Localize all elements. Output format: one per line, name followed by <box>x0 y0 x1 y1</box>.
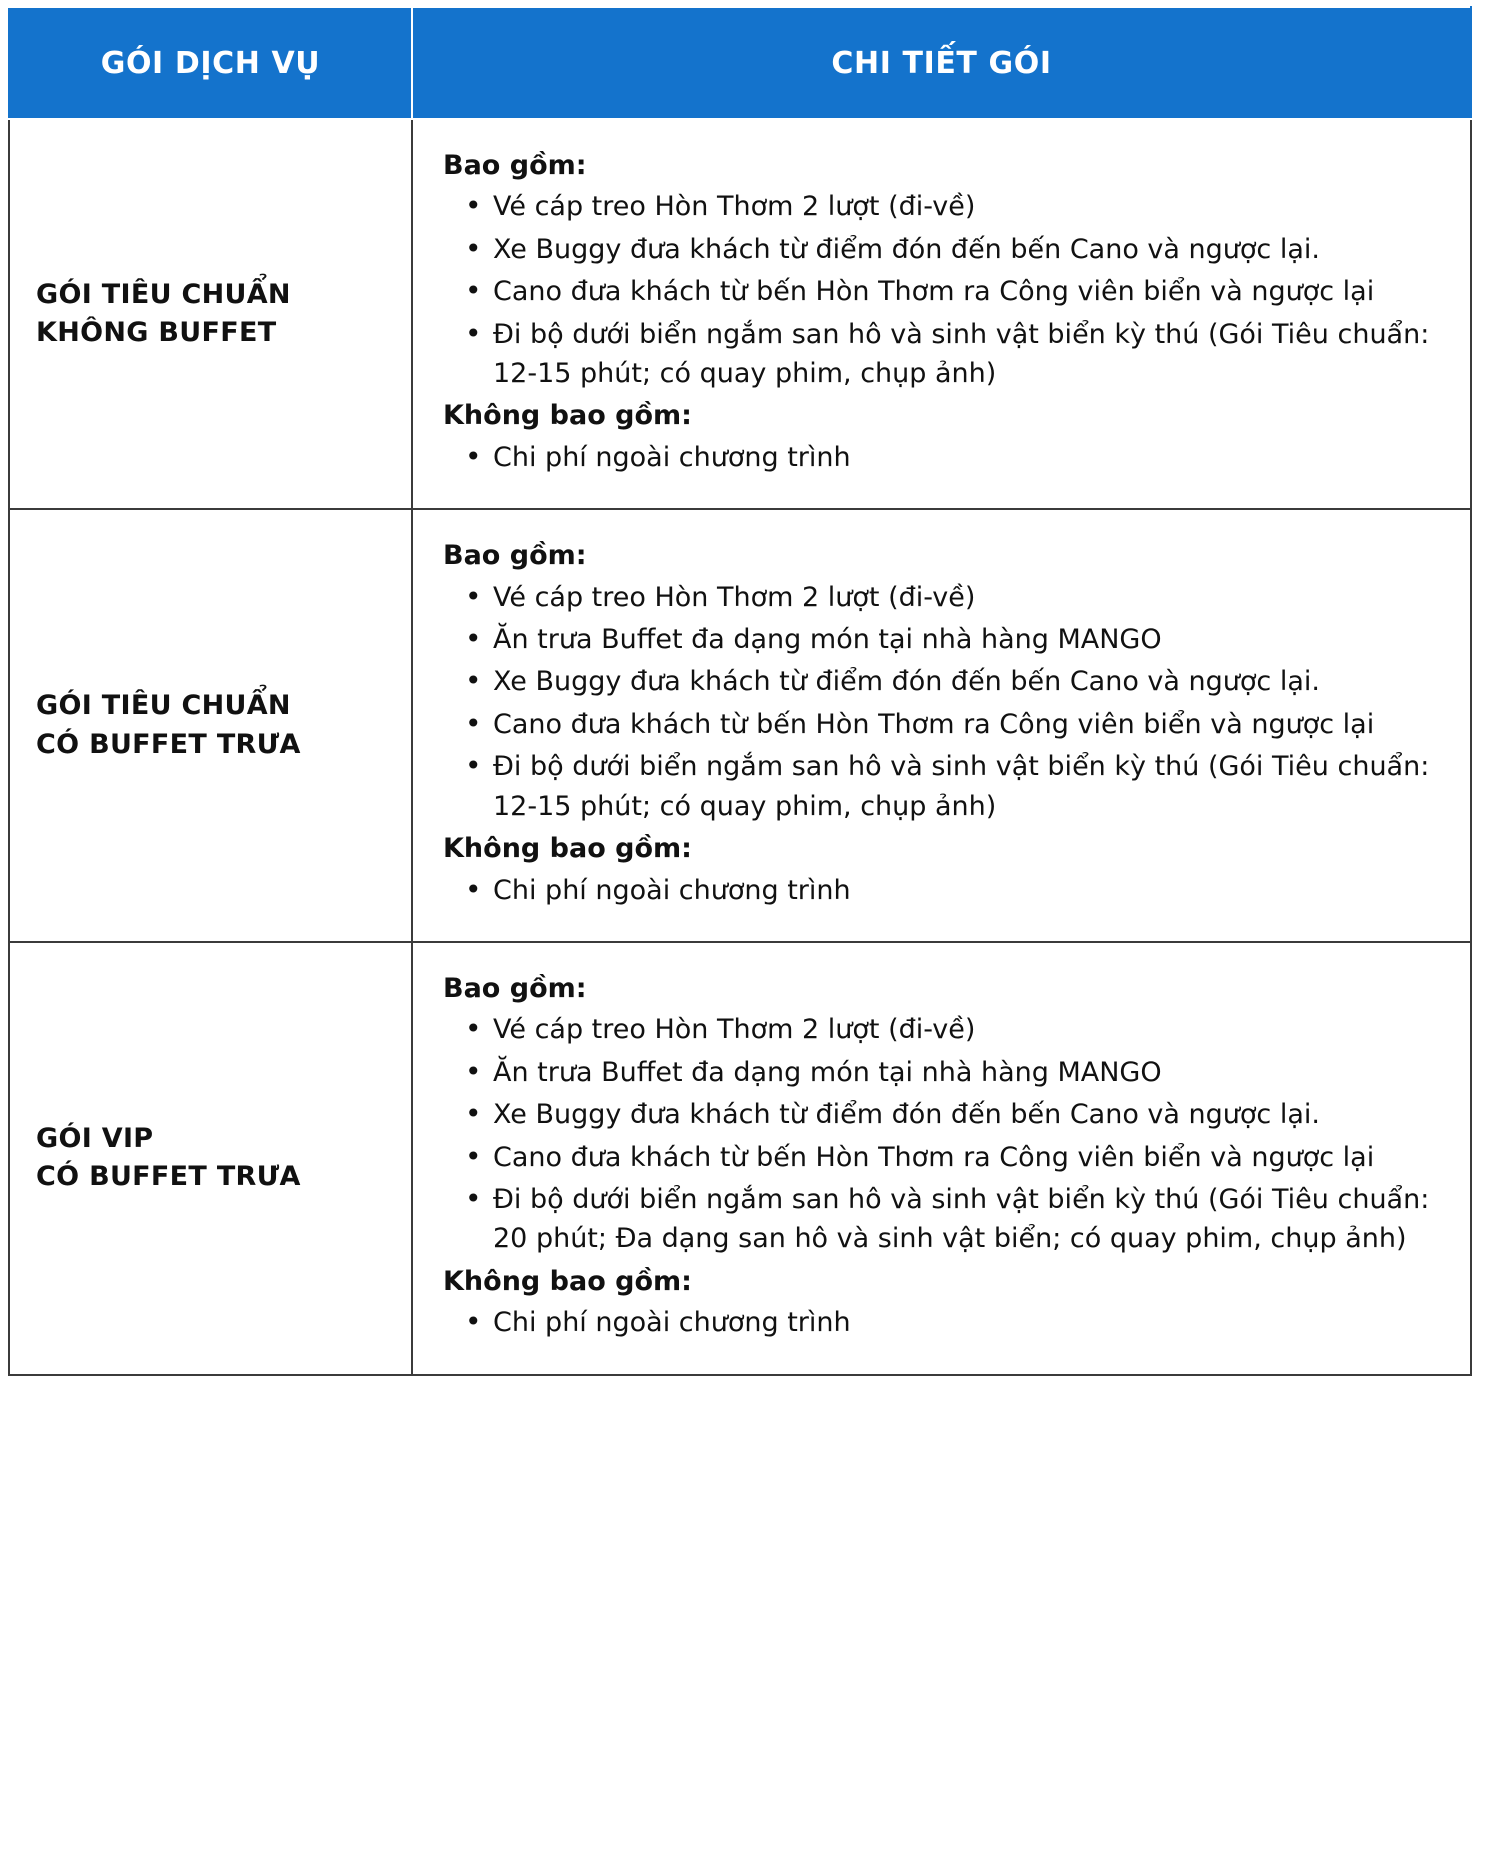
package-name-cell <box>9 119 412 509</box>
package-name-line2: CÓ BUFFET TRƯA <box>36 728 301 760</box>
list-item: • Vé cáp treo Hòn Thơm 2 lượt (đi-về) <box>491 187 1436 226</box>
package-name-line2: KHÔNG BUFFET <box>36 317 277 349</box>
list-item: • Ăn trưa Buffet đa dạng món tại nhà hàng MANGO <box>491 1053 1436 1092</box>
package-name-line1: GÓI VIP <box>36 1122 154 1154</box>
table-body <box>9 119 1471 1375</box>
list-item: • Xe Buggy đưa khách từ điểm đón đến bến Cano và ngược lại. <box>491 230 1436 269</box>
excluded-title: Không bao gồm: <box>443 400 692 432</box>
list-item: • Chi phí ngoài chương trình <box>491 438 1436 477</box>
excluded-list <box>443 438 1436 477</box>
list-item: • Vé cáp treo Hòn Thơm 2 lượt (đi-về) <box>491 1010 1436 1049</box>
list-item: • Cano đưa khách từ bến Hòn Thơm ra Công viên biển và ngược lại <box>491 1138 1436 1177</box>
list-item: • Ăn trưa Buffet đa dạng món tại nhà hàng MANGO <box>491 620 1436 659</box>
table-row <box>9 942 1471 1375</box>
excluded-list <box>443 1303 1436 1342</box>
list-item: • Xe Buggy đưa khách từ điểm đón đến bến Cano và ngược lại. <box>491 1095 1436 1134</box>
table-row <box>9 509 1471 942</box>
included-list <box>443 1010 1436 1258</box>
service-package-table <box>8 6 1472 1376</box>
included-title: Bao gồm: <box>443 972 587 1004</box>
included-title: Bao gồm: <box>443 150 587 181</box>
table-row <box>9 119 1471 509</box>
list-item: • Đi bộ dưới biển ngắm san hô và sinh vật biển kỳ thú (Gói Tiêu chuẩn: 12-15 phút; có quay phim, chụp ảnh) <box>491 747 1436 826</box>
table-header-row <box>9 7 1471 119</box>
excluded-title: Không bao gồm: <box>443 1265 692 1297</box>
excluded-title: Không bao gồm: <box>443 833 692 865</box>
package-details-cell <box>412 942 1471 1375</box>
list-item: • Xe Buggy đưa khách từ điểm đón đến bến Cano và ngược lại. <box>491 662 1436 701</box>
package-name-line2: CÓ BUFFET TRƯA <box>36 1161 301 1193</box>
package-name-line1: GÓI TIÊU CHUẨN <box>36 690 291 722</box>
list-item: • Đi bộ dưới biển ngắm san hô và sinh vật biển kỳ thú (Gói Tiêu chuẩn: 12-15 phút; có quay phim, chụp ảnh) <box>491 315 1436 394</box>
list-item: • Đi bộ dưới biển ngắm san hô và sinh vật biển kỳ thú (Gói Tiêu chuẩn: 20 phút; Đa dạng san hô và sinh vật biển; có quay phim, chụp ảnh) <box>491 1180 1436 1259</box>
excluded-list <box>443 871 1436 910</box>
package-name-cell <box>9 509 412 942</box>
list-item: • Chi phí ngoài chương trình <box>491 871 1436 910</box>
column-header-details: CHI TIẾT GÓI <box>412 7 1471 119</box>
package-name-line1: GÓI TIÊU CHUẨN <box>36 278 291 310</box>
included-list <box>443 187 1436 393</box>
list-item: • Cano đưa khách từ bến Hòn Thơm ra Công viên biển và ngược lại <box>491 705 1436 744</box>
list-item: • Chi phí ngoài chương trình <box>491 1303 1436 1342</box>
included-title: Bao gồm: <box>443 540 587 572</box>
service-package-table-page <box>0 6 1499 1376</box>
table-header <box>9 7 1471 119</box>
package-details-cell <box>412 119 1471 509</box>
package-name-cell <box>9 942 412 1375</box>
included-list <box>443 578 1436 826</box>
column-header-package: GÓI DỊCH VỤ <box>9 7 412 119</box>
list-item: • Vé cáp treo Hòn Thơm 2 lượt (đi-về) <box>491 578 1436 617</box>
list-item: • Cano đưa khách từ bến Hòn Thơm ra Công viên biển và ngược lại <box>491 272 1436 311</box>
package-details-cell <box>412 509 1471 942</box>
